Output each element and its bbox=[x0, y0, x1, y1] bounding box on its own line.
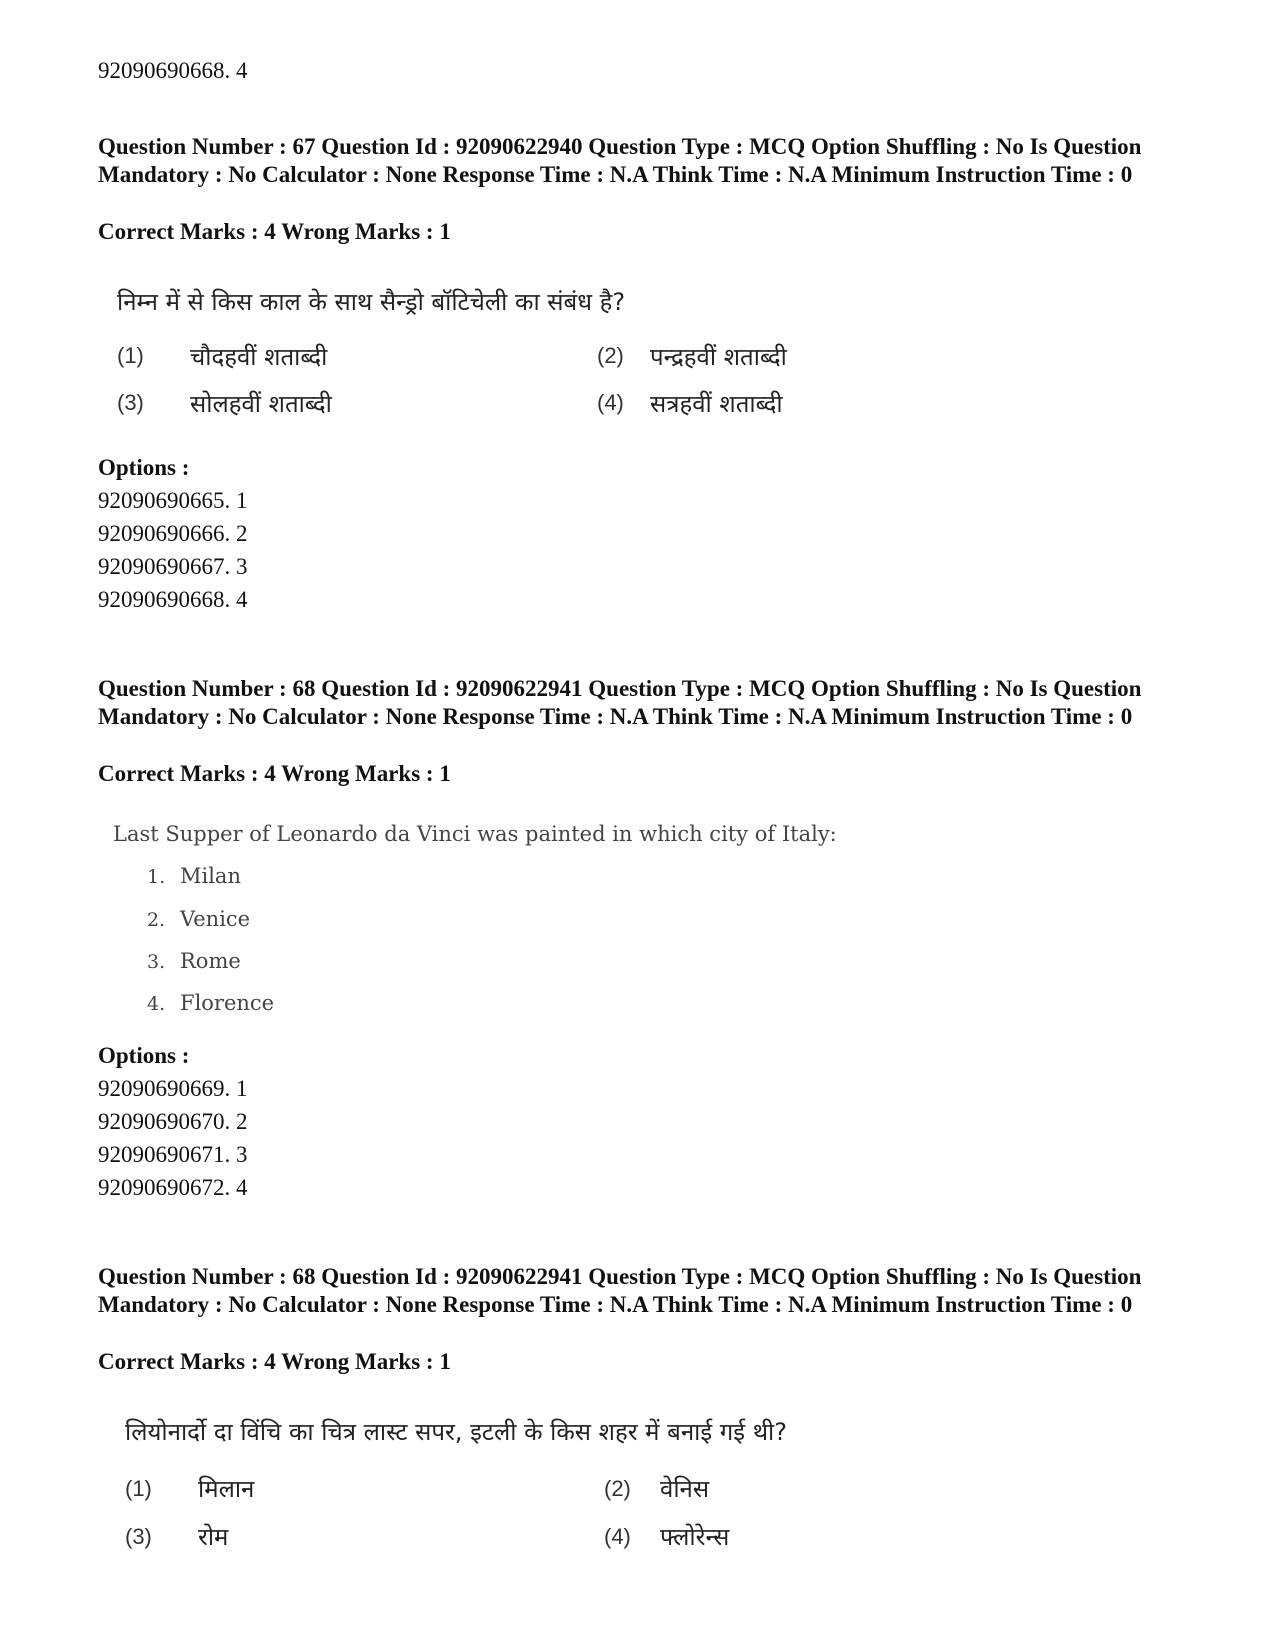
question-67-choice-1-text: चौदहवीं शताब्दी bbox=[190, 343, 328, 371]
question-68-hindi-choice-3-text: रोम bbox=[198, 1523, 229, 1551]
question-67-choice-2-text: पन्द्रहवीं शताब्दी bbox=[650, 343, 787, 371]
question-68-hindi-choice-3-number: (3) bbox=[125, 1524, 152, 1549]
question-68-meta: Question Number : 68 Question Id : 92090622941 Question Type : MCQ Option Shuffling : No Is Question Mandatory : No Calculator : None Response Time : N.A Think Time : N.A Minimum Instruction Time : 0 bbox=[98, 676, 1142, 729]
question-68-choice-2-text: Venice bbox=[180, 907, 251, 931]
question-67-text: निम्न में से किस काल के साथ सैन्ड्रो बॉटिचेली का संबंध है? bbox=[117, 288, 626, 316]
question-67-choice-3-number: (3) bbox=[117, 390, 144, 415]
question-68-hindi-choice-2-number: (2) bbox=[604, 1476, 631, 1501]
question-68-hindi-choice-4-text: फ्लोरेन्स bbox=[660, 1523, 730, 1551]
question-68-option-3: 92090690671. 3 bbox=[98, 1142, 248, 1167]
previous-option-line: 92090690668. 4 bbox=[98, 58, 248, 83]
question-68-option-1: 92090690669. 1 bbox=[98, 1076, 248, 1101]
question-68-hindi-meta: Question Number : 68 Question Id : 92090622941 Question Type : MCQ Option Shuffling : No Is Question Mandatory : No Calculator : None Response Time : N.A Think Time : N.A Minimum Instruction Time : 0 bbox=[98, 1264, 1142, 1317]
question-67-choice-3-text: सोलहवीं शताब्दी bbox=[190, 390, 332, 418]
question-68-options-label: Options : bbox=[98, 1043, 190, 1068]
question-68-option-4: 92090690672. 4 bbox=[98, 1175, 248, 1200]
question-67-option-3: 92090690667. 3 bbox=[98, 554, 248, 579]
question-68-hindi-marks: Correct Marks : 4 Wrong Marks : 1 bbox=[98, 1349, 451, 1374]
question-68-choice-1-number: 1. bbox=[147, 866, 166, 888]
question-68-hindi-text: लियोनार्दो दा विंचि का चित्र लास्ट सपर, इटली के किस शहर में बनाई गई थी? bbox=[125, 1418, 787, 1446]
question-68-choice-4-number: 4. bbox=[147, 993, 166, 1015]
question-68-hindi-choice-1-text: मिलान bbox=[198, 1475, 255, 1503]
question-67-option-2: 92090690666. 2 bbox=[98, 521, 248, 546]
question-68-choice-4-text: Florence bbox=[180, 991, 275, 1015]
question-68-choice-3-number: 3. bbox=[147, 951, 166, 973]
question-68-choice-2-number: 2. bbox=[147, 909, 166, 931]
question-67-option-1: 92090690665. 1 bbox=[98, 488, 248, 513]
question-67-marks: Correct Marks : 4 Wrong Marks : 1 bbox=[98, 219, 451, 244]
question-68-option-2: 92090690670. 2 bbox=[98, 1109, 248, 1134]
question-67-option-4: 92090690668. 4 bbox=[98, 587, 248, 612]
question-68-choice-3-text: Rome bbox=[180, 949, 241, 973]
question-67-choice-1-number: (1) bbox=[117, 343, 144, 368]
question-68-choice-1-text: Milan bbox=[180, 864, 241, 888]
question-68-marks: Correct Marks : 4 Wrong Marks : 1 bbox=[98, 761, 451, 786]
question-67-choice-4-number: (4) bbox=[597, 390, 624, 415]
question-68-text: Last Supper of Leonardo da Vinci was painted in which city of Italy: bbox=[113, 822, 837, 846]
question-67-choice-4-text: सत्रहवीं शताब्दी bbox=[650, 390, 783, 418]
question-67-options-label: Options : bbox=[98, 455, 190, 480]
question-67-choice-2-number: (2) bbox=[597, 343, 624, 368]
question-68-hindi-choice-2-text: वेनिस bbox=[660, 1475, 710, 1503]
question-68-hindi-choice-4-number: (4) bbox=[604, 1524, 631, 1549]
question-68-hindi-choice-1-number: (1) bbox=[125, 1476, 152, 1501]
question-67-meta: Question Number : 67 Question Id : 92090622940 Question Type : MCQ Option Shuffling : No Is Question Mandatory : No Calculator : None Response Time : N.A Think Time : N.A Minimum Instruction Time : 0 bbox=[98, 134, 1142, 187]
